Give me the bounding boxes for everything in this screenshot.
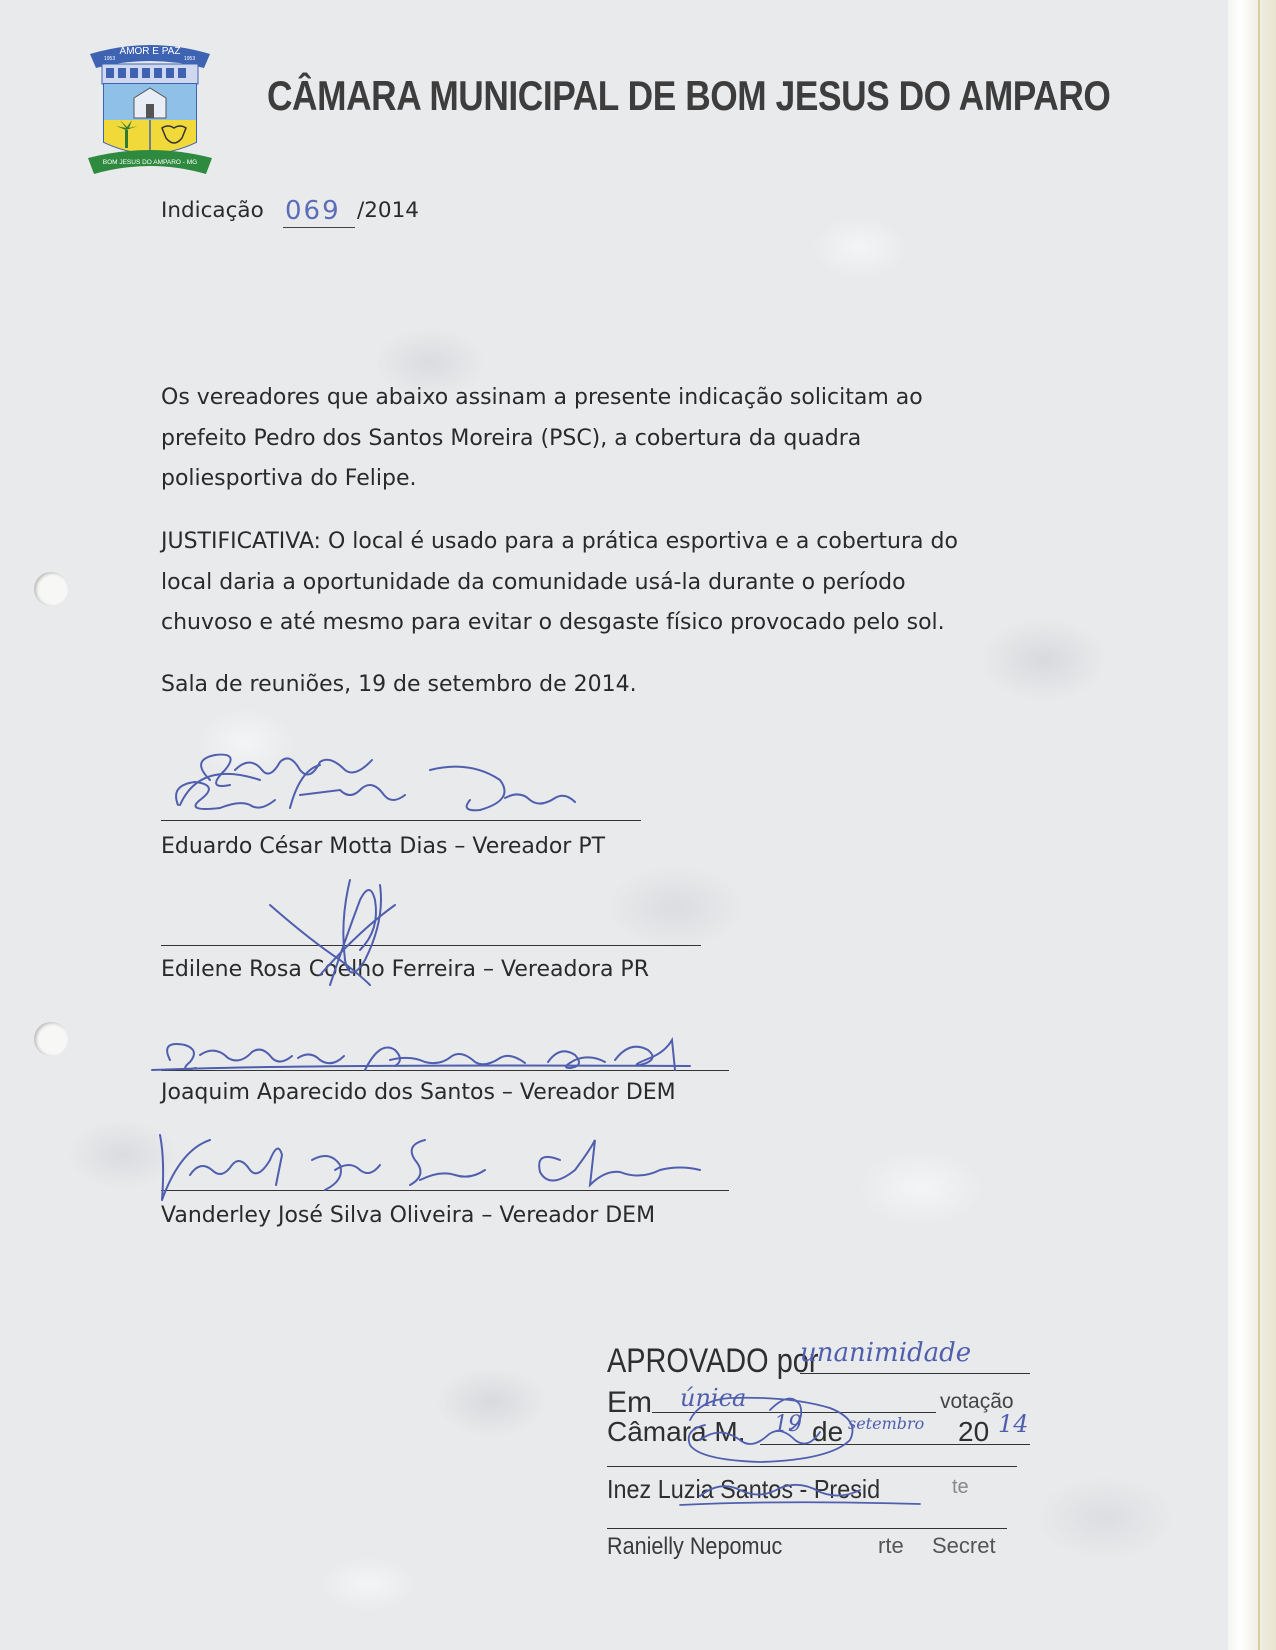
stamp-em-prefix: Em bbox=[607, 1386, 652, 1419]
stamp-year-prefix: 20 bbox=[958, 1416, 990, 1447]
stamp-line-3 bbox=[760, 1444, 1030, 1445]
justification-line: local daria a oportunidade da comunidade usá-la durante o período bbox=[161, 569, 906, 595]
municipal-coat-of-arms-logo bbox=[84, 34, 216, 182]
stamp-approved-hand: unanimidade bbox=[800, 1338, 972, 1368]
request-line: prefeito Pedro dos Santos Moreira (PSC), a cobertura da quadra bbox=[161, 425, 862, 451]
signatory-name-4: Vanderley José Silva Oliveira – Vereador DEM bbox=[161, 1203, 656, 1228]
signatory-name-1: Eduardo César Motta Dias – Vereador PT bbox=[161, 834, 606, 859]
justification-line: JUSTIFICATIVA: O local é usado para a prática esportiva e a cobertura do bbox=[161, 529, 958, 554]
signature-line-3 bbox=[161, 1070, 729, 1071]
indicacao-year: /2014 bbox=[357, 198, 419, 223]
justification-line: chuvoso e até mesmo para evitar o desgaste físico provocado pelo sol. bbox=[161, 610, 945, 635]
stamp-president: Inez Luzia Santos - Presid bbox=[607, 1474, 881, 1504]
signature-line-4 bbox=[161, 1190, 729, 1191]
request-line: Os vereadores que abaixo assinam a presente indicação solicitam ao bbox=[161, 385, 923, 410]
signature-line-1 bbox=[161, 820, 641, 821]
justification-paragraph bbox=[161, 522, 1061, 644]
stamp-camara-prefix: Câmara M. bbox=[607, 1416, 746, 1447]
stamp-president-tail: te bbox=[952, 1476, 969, 1498]
page-edge-line bbox=[1258, 0, 1260, 1650]
indicacao-number-line bbox=[283, 227, 355, 228]
logo-motto: AMOR E PAZ bbox=[119, 46, 181, 57]
logo-year-left: 1953 bbox=[104, 56, 116, 62]
stamp-day-hand: 19 bbox=[774, 1412, 802, 1437]
indicacao-number-handwritten: 069 bbox=[285, 196, 341, 226]
stamp-approved-prefix: APROVADO por bbox=[607, 1342, 819, 1380]
request-paragraph bbox=[161, 378, 1061, 500]
logo-year-right: 1953 bbox=[184, 56, 196, 62]
signatory-name-2: Edilene Rosa Coelho Ferreira – Vereadora PR bbox=[161, 957, 649, 982]
punch-hole-bottom bbox=[34, 1022, 68, 1056]
stamp-month-hand: setembro bbox=[848, 1414, 925, 1433]
signatory-name-3: Joaquim Aparecido dos Santos – Vereador DEM bbox=[161, 1080, 676, 1105]
stamp-de: de bbox=[812, 1416, 844, 1447]
request-line: poliesportiva do Felipe. bbox=[161, 466, 417, 491]
stamp-votacao: votação bbox=[940, 1390, 1014, 1413]
place-date: Sala de reuniões, 19 de setembro de 2014. bbox=[161, 672, 637, 697]
stamp-year-hand: 14 bbox=[998, 1410, 1029, 1438]
page-binding-edge bbox=[1228, 0, 1276, 1650]
stamp-line-president bbox=[607, 1466, 1017, 1467]
stamp-secretary-tail: Secret bbox=[932, 1533, 996, 1558]
stamp-secretary: Ranielly Nepomuc bbox=[607, 1533, 783, 1560]
stamp-em-hand: única bbox=[680, 1384, 747, 1412]
signature-line-2 bbox=[161, 945, 701, 946]
stamp-secretary-mid: rte bbox=[878, 1533, 904, 1558]
indicacao-label: Indicação bbox=[161, 198, 264, 223]
chamber-title: CÂMARA MUNICIPAL DE BOM JESUS DO AMPARO bbox=[267, 72, 1111, 119]
logo-banner: BOM JESUS DO AMPARO - MG bbox=[102, 159, 198, 166]
stamp-line-secretary bbox=[607, 1528, 1007, 1529]
stamp-line-1 bbox=[800, 1373, 1030, 1374]
punch-hole-top bbox=[34, 572, 68, 606]
